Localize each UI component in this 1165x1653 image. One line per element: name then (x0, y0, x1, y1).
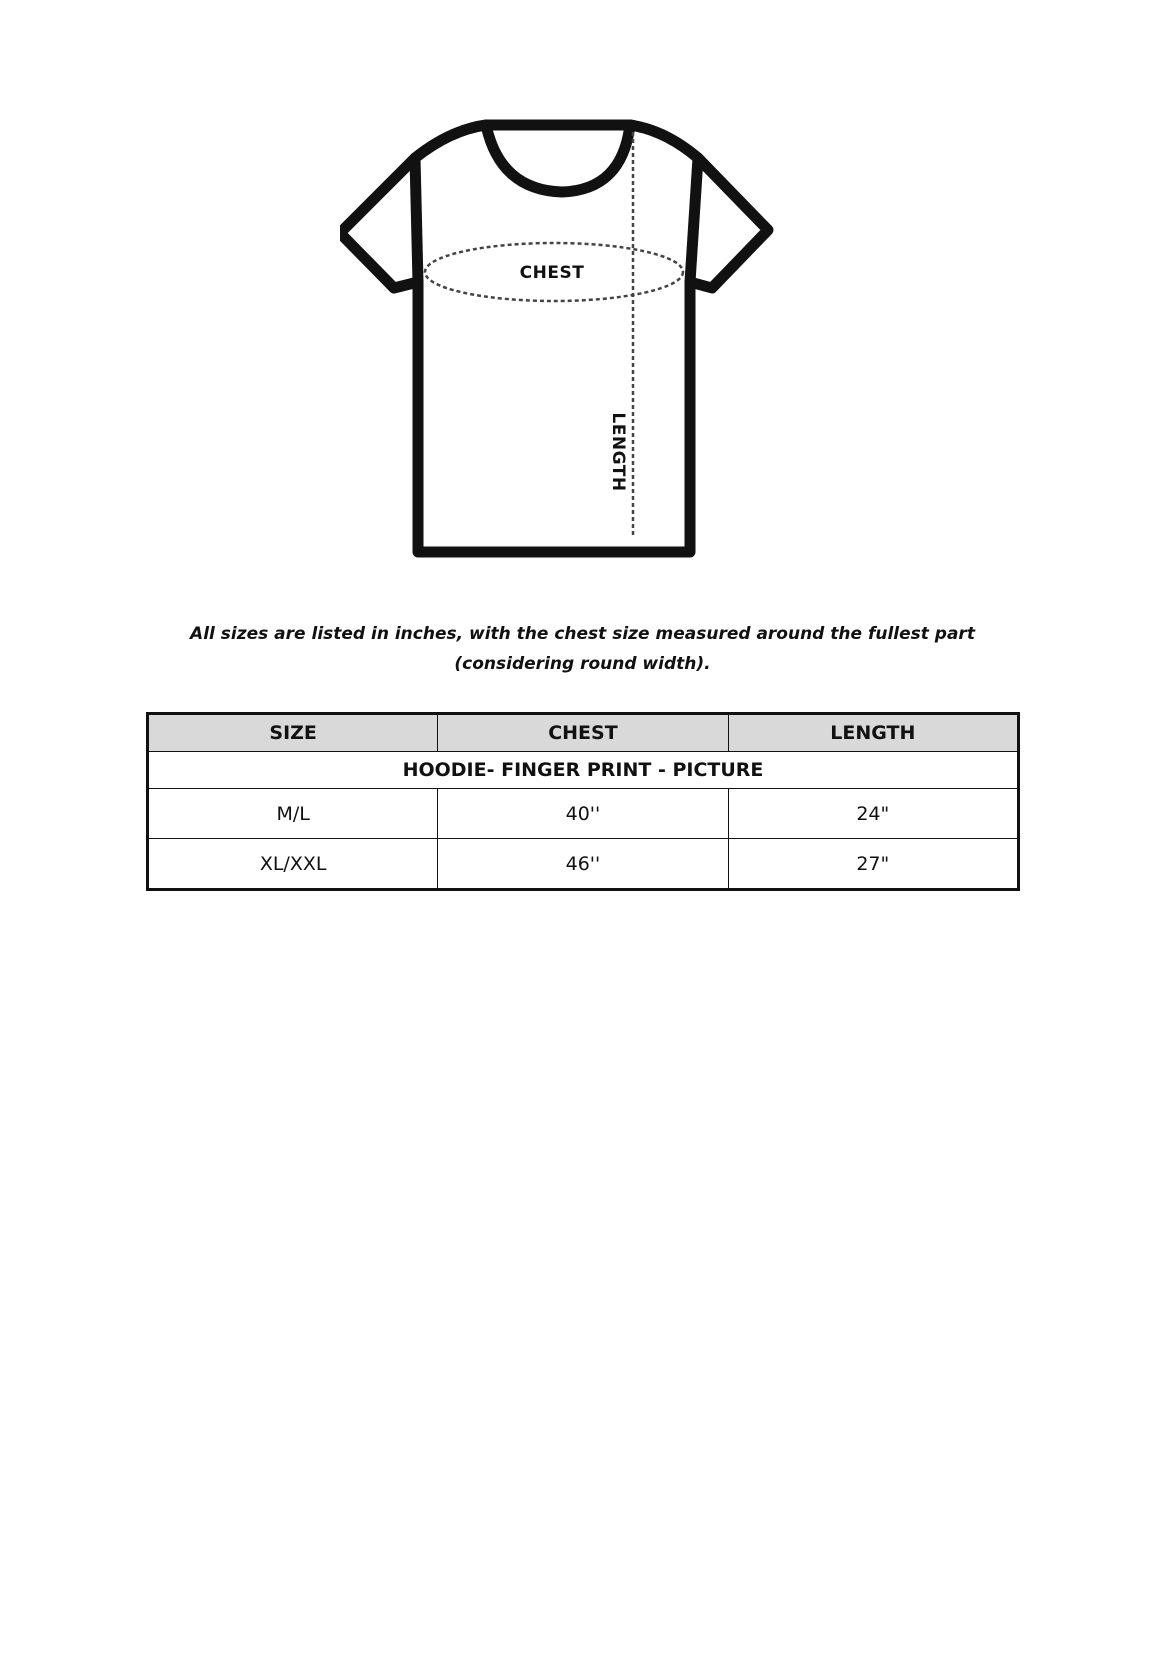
header-size: SIZE (148, 714, 438, 752)
size-cell: XL/XXL (148, 839, 438, 890)
chest-label: CHEST (519, 263, 585, 283)
product-group-title: HOODIE- FINGER PRINT - PICTURE (148, 752, 1019, 789)
table-row (148, 789, 1019, 839)
measurement-note (150, 619, 1015, 679)
tshirt-icon (340, 110, 820, 580)
note-line-1: All sizes are listed in inches, with the chest size measured around the fullest part (190, 624, 975, 644)
length-label: LENGTH (608, 412, 628, 492)
chest-cell: 40'' (438, 789, 728, 839)
header-chest: CHEST (438, 714, 728, 752)
chest-cell: 46'' (438, 839, 728, 890)
tshirt-diagram (340, 110, 820, 580)
table-header-row (148, 714, 1019, 752)
header-length: LENGTH (728, 714, 1018, 752)
size-cell: M/L (148, 789, 438, 839)
product-group-row (148, 752, 1019, 789)
length-cell: 24" (728, 789, 1018, 839)
length-cell: 27" (728, 839, 1018, 890)
note-line-2: (considering round width). (454, 654, 711, 674)
table-row (148, 839, 1019, 890)
size-chart-table (146, 712, 1020, 891)
